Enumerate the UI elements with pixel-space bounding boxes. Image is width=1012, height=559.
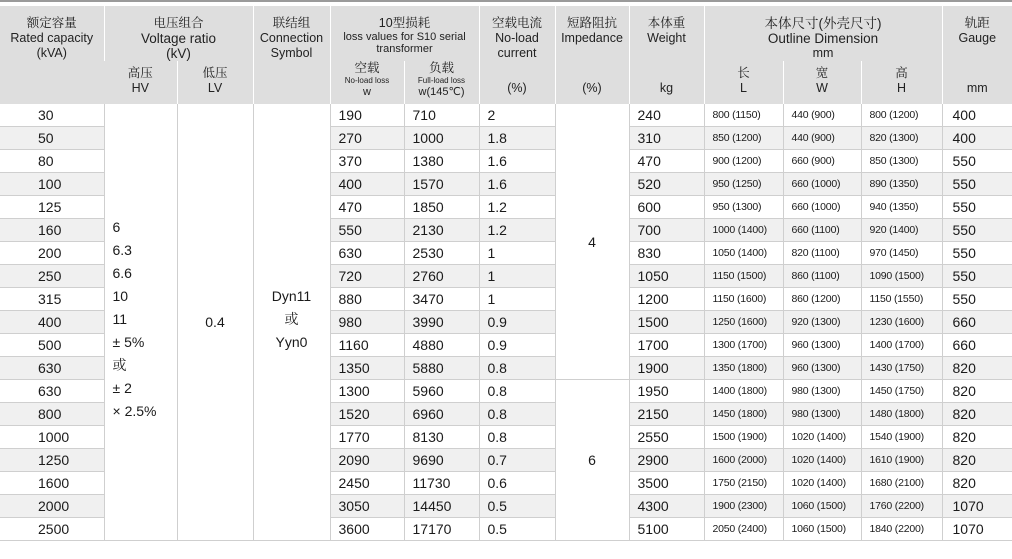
- cell-gauge: 820: [942, 403, 1012, 426]
- cell-weight: 5100: [629, 518, 704, 541]
- cell-weight: 830: [629, 242, 704, 265]
- cell-capacity: 1000: [0, 426, 104, 449]
- cell-capacity: 630: [0, 357, 104, 380]
- cell-weight: 310: [629, 127, 704, 150]
- cell-height: 1840 (2200): [861, 518, 942, 541]
- cell-connection: [253, 104, 330, 541]
- cell-width: 820 (1100): [783, 242, 861, 265]
- cell-gauge: 400: [942, 104, 1012, 127]
- cell-height: 1230 (1600): [861, 311, 942, 334]
- cell-noload-current: 0.8: [479, 380, 555, 403]
- cell-capacity: 30: [0, 104, 104, 127]
- hv-voltage-line: × 2.5%: [112, 403, 157, 419]
- cell-capacity: 200: [0, 242, 104, 265]
- cell-weight: 3500: [629, 472, 704, 495]
- cell-noload-current: 1: [479, 288, 555, 311]
- cell-full-load-loss: 1570: [404, 173, 479, 196]
- header-current: 空载电流 No-load current: [479, 6, 555, 61]
- cell-capacity: 80: [0, 150, 104, 173]
- cell-capacity: 400: [0, 311, 104, 334]
- cell-lv-voltage: 0.4: [177, 104, 253, 541]
- cell-noload-current: 0.5: [479, 495, 555, 518]
- cell-capacity: 315: [0, 288, 104, 311]
- cell-weight: 1500: [629, 311, 704, 334]
- cell-noload-loss: 880: [330, 288, 404, 311]
- cell-width: 1020 (1400): [783, 472, 861, 495]
- cell-length: 1300 (1700): [704, 334, 783, 357]
- cell-height: 1680 (2100): [861, 472, 942, 495]
- cell-gauge: 550: [942, 265, 1012, 288]
- cell-height: 1400 (1700): [861, 334, 942, 357]
- cell-gauge: 550: [942, 150, 1012, 173]
- cell-full-load-loss: 5880: [404, 357, 479, 380]
- cell-noload-current: 2: [479, 104, 555, 127]
- cell-impedance: 4: [555, 104, 629, 380]
- cell-capacity: 1250: [0, 449, 104, 472]
- cell-noload-loss: 2090: [330, 449, 404, 472]
- hv-voltage-line: ± 5%: [112, 334, 145, 350]
- cell-length: 1000 (1400): [704, 219, 783, 242]
- cell-noload-loss: 630: [330, 242, 404, 265]
- cell-width: 960 (1300): [783, 357, 861, 380]
- cell-noload-current: 0.8: [479, 357, 555, 380]
- cell-noload-current: 1.2: [479, 219, 555, 242]
- cell-gauge: 1070: [942, 495, 1012, 518]
- header-height: 高 H: [861, 61, 942, 104]
- cell-capacity: 500: [0, 334, 104, 357]
- cell-gauge: 550: [942, 173, 1012, 196]
- cell-noload-current: 0.9: [479, 311, 555, 334]
- cell-weight: 2550: [629, 426, 704, 449]
- header-weight-unit: kg: [629, 61, 704, 104]
- cell-length: 1500 (1900): [704, 426, 783, 449]
- cell-weight: 2150: [629, 403, 704, 426]
- cell-length: 950 (1300): [704, 196, 783, 219]
- cell-hv-voltage: [104, 104, 177, 541]
- cell-height: 920 (1400): [861, 219, 942, 242]
- cell-length: 1600 (2000): [704, 449, 783, 472]
- hv-voltage-line: 11: [112, 311, 128, 327]
- cell-gauge: 820: [942, 357, 1012, 380]
- cell-weight: 2900: [629, 449, 704, 472]
- cell-length: 1050 (1400): [704, 242, 783, 265]
- table-body: [0, 104, 1012, 541]
- cell-length: 1750 (2150): [704, 472, 783, 495]
- cell-height: 800 (1200): [861, 104, 942, 127]
- cell-capacity: 2500: [0, 518, 104, 541]
- cell-width: 660 (1100): [783, 219, 861, 242]
- cell-length: 950 (1250): [704, 173, 783, 196]
- cell-length: 1250 (1600): [704, 311, 783, 334]
- table-header: [0, 6, 1012, 104]
- cell-capacity: 125: [0, 196, 104, 219]
- cell-length: 1150 (1500): [704, 265, 783, 288]
- header-gauge-unit: mm: [942, 61, 1012, 104]
- cell-noload-current: 0.5: [479, 518, 555, 541]
- cell-height: 1480 (1800): [861, 403, 942, 426]
- cell-height: 1760 (2200): [861, 495, 942, 518]
- cell-weight: 1050: [629, 265, 704, 288]
- cell-width: 860 (1200): [783, 288, 861, 311]
- cell-capacity: 2000: [0, 495, 104, 518]
- header-impedance: 短路阻抗 Impedance: [555, 6, 629, 61]
- cell-capacity: 250: [0, 265, 104, 288]
- cell-length: 1900 (2300): [704, 495, 783, 518]
- header-dimension: 本体尺寸(外壳尺寸) Outline Dimension mm: [704, 6, 942, 61]
- cell-full-load-loss: 17170: [404, 518, 479, 541]
- cell-weight: 1950: [629, 380, 704, 403]
- cell-gauge: 820: [942, 449, 1012, 472]
- header-connection: 联结组 Connection Symbol: [253, 6, 330, 104]
- cell-weight: 700: [629, 219, 704, 242]
- cell-height: 1430 (1750): [861, 357, 942, 380]
- cell-full-load-loss: 6960: [404, 403, 479, 426]
- cell-gauge: 660: [942, 311, 1012, 334]
- hv-voltage-line: ± 2: [112, 380, 132, 396]
- cell-noload-loss: 3050: [330, 495, 404, 518]
- cell-height: 970 (1450): [861, 242, 942, 265]
- cell-weight: 1700: [629, 334, 704, 357]
- cell-noload-current: 0.9: [479, 334, 555, 357]
- cell-capacity: 160: [0, 219, 104, 242]
- cell-width: 920 (1300): [783, 311, 861, 334]
- cell-capacity: 50: [0, 127, 104, 150]
- header-length: 长 L: [704, 61, 783, 104]
- cell-height: 1150 (1550): [861, 288, 942, 311]
- cell-noload-loss: 550: [330, 219, 404, 242]
- cell-noload-loss: 720: [330, 265, 404, 288]
- cell-full-load-loss: 1850: [404, 196, 479, 219]
- header-capacity: 额定容量 Rated capacity (kVA): [0, 6, 104, 104]
- cell-full-load-loss: 8130: [404, 426, 479, 449]
- cell-noload-loss: 1770: [330, 426, 404, 449]
- cell-length: 1400 (1800): [704, 380, 783, 403]
- cell-length: 800 (1150): [704, 104, 783, 127]
- cell-width: 980 (1300): [783, 403, 861, 426]
- cell-weight: 1200: [629, 288, 704, 311]
- hv-voltage-line: 6: [112, 219, 121, 235]
- cell-noload-loss: 270: [330, 127, 404, 150]
- cell-weight: 240: [629, 104, 704, 127]
- cell-length: 1350 (1800): [704, 357, 783, 380]
- cell-full-load-loss: 3990: [404, 311, 479, 334]
- cell-width: 660 (1000): [783, 173, 861, 196]
- cell-noload-current: 0.8: [479, 426, 555, 449]
- cell-full-load-loss: 2130: [404, 219, 479, 242]
- cell-noload-current: 1.6: [479, 173, 555, 196]
- cell-width: 660 (1000): [783, 196, 861, 219]
- cell-noload-current: 0.8: [479, 403, 555, 426]
- cell-full-load-loss: 4880: [404, 334, 479, 357]
- cell-noload-loss: 3600: [330, 518, 404, 541]
- cell-capacity: 1600: [0, 472, 104, 495]
- cell-noload-loss: 980: [330, 311, 404, 334]
- cell-noload-loss: 2450: [330, 472, 404, 495]
- cell-width: 1060 (1500): [783, 518, 861, 541]
- cell-noload-loss: 1160: [330, 334, 404, 357]
- cell-noload-current: 1: [479, 242, 555, 265]
- hv-voltage-line: 或: [112, 357, 127, 373]
- cell-noload-loss: 1300: [330, 380, 404, 403]
- cell-gauge: 550: [942, 288, 1012, 311]
- cell-gauge: 820: [942, 472, 1012, 495]
- cell-full-load-loss: 14450: [404, 495, 479, 518]
- cell-capacity: 100: [0, 173, 104, 196]
- cell-full-load-loss: 3470: [404, 288, 479, 311]
- cell-gauge: 820: [942, 426, 1012, 449]
- top-rule: [0, 0, 1012, 2]
- cell-height: 1450 (1750): [861, 380, 942, 403]
- cell-height: 890 (1350): [861, 173, 942, 196]
- cell-width: 1020 (1400): [783, 426, 861, 449]
- cell-width: 980 (1300): [783, 380, 861, 403]
- cell-full-load-loss: 2530: [404, 242, 479, 265]
- cell-full-load-loss: 5960: [404, 380, 479, 403]
- cell-width: 1020 (1400): [783, 449, 861, 472]
- cell-noload-current: 1.8: [479, 127, 555, 150]
- header-voltage: 电压组合 Voltage ratio (kV): [104, 6, 253, 61]
- cell-weight: 1900: [629, 357, 704, 380]
- cell-length: 900 (1200): [704, 150, 783, 173]
- cell-capacity: 630: [0, 380, 104, 403]
- cell-full-load-loss: 1000: [404, 127, 479, 150]
- cell-noload-loss: 470: [330, 196, 404, 219]
- cell-width: 860 (1100): [783, 265, 861, 288]
- cell-full-load-loss: 1380: [404, 150, 479, 173]
- hv-voltage-line: 10: [112, 288, 129, 304]
- header-hv: 高压 HV: [104, 61, 177, 104]
- header-current-unit: (%): [479, 61, 555, 104]
- cell-width: 660 (900): [783, 150, 861, 173]
- cell-impedance: 6: [555, 380, 629, 541]
- cell-noload-current: 1.2: [479, 196, 555, 219]
- cell-weight: 520: [629, 173, 704, 196]
- header-noload-loss: 空载 No-load loss w: [330, 61, 404, 104]
- header-full-load-loss: 负载 Full-load loss w(145℃): [404, 61, 479, 104]
- cell-height: 940 (1350): [861, 196, 942, 219]
- cell-width: 440 (900): [783, 127, 861, 150]
- cell-noload-current: 1.6: [479, 150, 555, 173]
- cell-gauge: 820: [942, 380, 1012, 403]
- connection-line: 或: [284, 311, 299, 327]
- cell-gauge: 550: [942, 219, 1012, 242]
- cell-gauge: 400: [942, 127, 1012, 150]
- cell-height: 820 (1300): [861, 127, 942, 150]
- cell-weight: 600: [629, 196, 704, 219]
- cell-noload-current: 0.6: [479, 472, 555, 495]
- cell-full-load-loss: 2760: [404, 265, 479, 288]
- cell-height: 1610 (1900): [861, 449, 942, 472]
- table-row: [0, 104, 1012, 127]
- transformer-spec-table: [0, 6, 1012, 541]
- cell-capacity: 800: [0, 403, 104, 426]
- cell-gauge: 550: [942, 196, 1012, 219]
- header-width: 宽 W: [783, 61, 861, 104]
- cell-gauge: 660: [942, 334, 1012, 357]
- header-impedance-unit: (%): [555, 61, 629, 104]
- hv-voltage-line: 6.6: [112, 265, 132, 281]
- cell-height: 850 (1300): [861, 150, 942, 173]
- cell-noload-loss: 400: [330, 173, 404, 196]
- cell-noload-loss: 1350: [330, 357, 404, 380]
- cell-weight: 4300: [629, 495, 704, 518]
- header-loss: 10型损耗 loss values for S10 serial transformer: [330, 6, 479, 61]
- cell-weight: 470: [629, 150, 704, 173]
- cell-full-load-loss: 11730: [404, 472, 479, 495]
- hv-voltage-line: 6.3: [112, 242, 132, 258]
- cell-noload-current: 1: [479, 265, 555, 288]
- cell-width: 440 (900): [783, 104, 861, 127]
- cell-noload-current: 0.7: [479, 449, 555, 472]
- cell-width: 960 (1300): [783, 334, 861, 357]
- cell-length: 1450 (1800): [704, 403, 783, 426]
- connection-line: Dyn11: [271, 288, 312, 304]
- cell-length: 850 (1200): [704, 127, 783, 150]
- cell-noload-loss: 1520: [330, 403, 404, 426]
- cell-gauge: 550: [942, 242, 1012, 265]
- header-weight: 本体重 Weight: [629, 6, 704, 61]
- cell-height: 1090 (1500): [861, 265, 942, 288]
- connection-line: Yyn0: [275, 334, 308, 350]
- cell-length: 1150 (1600): [704, 288, 783, 311]
- cell-height: 1540 (1900): [861, 426, 942, 449]
- cell-full-load-loss: 710: [404, 104, 479, 127]
- cell-length: 2050 (2400): [704, 518, 783, 541]
- cell-noload-loss: 370: [330, 150, 404, 173]
- header-gauge: 轨距 Gauge: [942, 6, 1012, 61]
- cell-gauge: 1070: [942, 518, 1012, 541]
- cell-noload-loss: 190: [330, 104, 404, 127]
- header-lv: 低压 LV: [177, 61, 253, 104]
- cell-width: 1060 (1500): [783, 495, 861, 518]
- cell-full-load-loss: 9690: [404, 449, 479, 472]
